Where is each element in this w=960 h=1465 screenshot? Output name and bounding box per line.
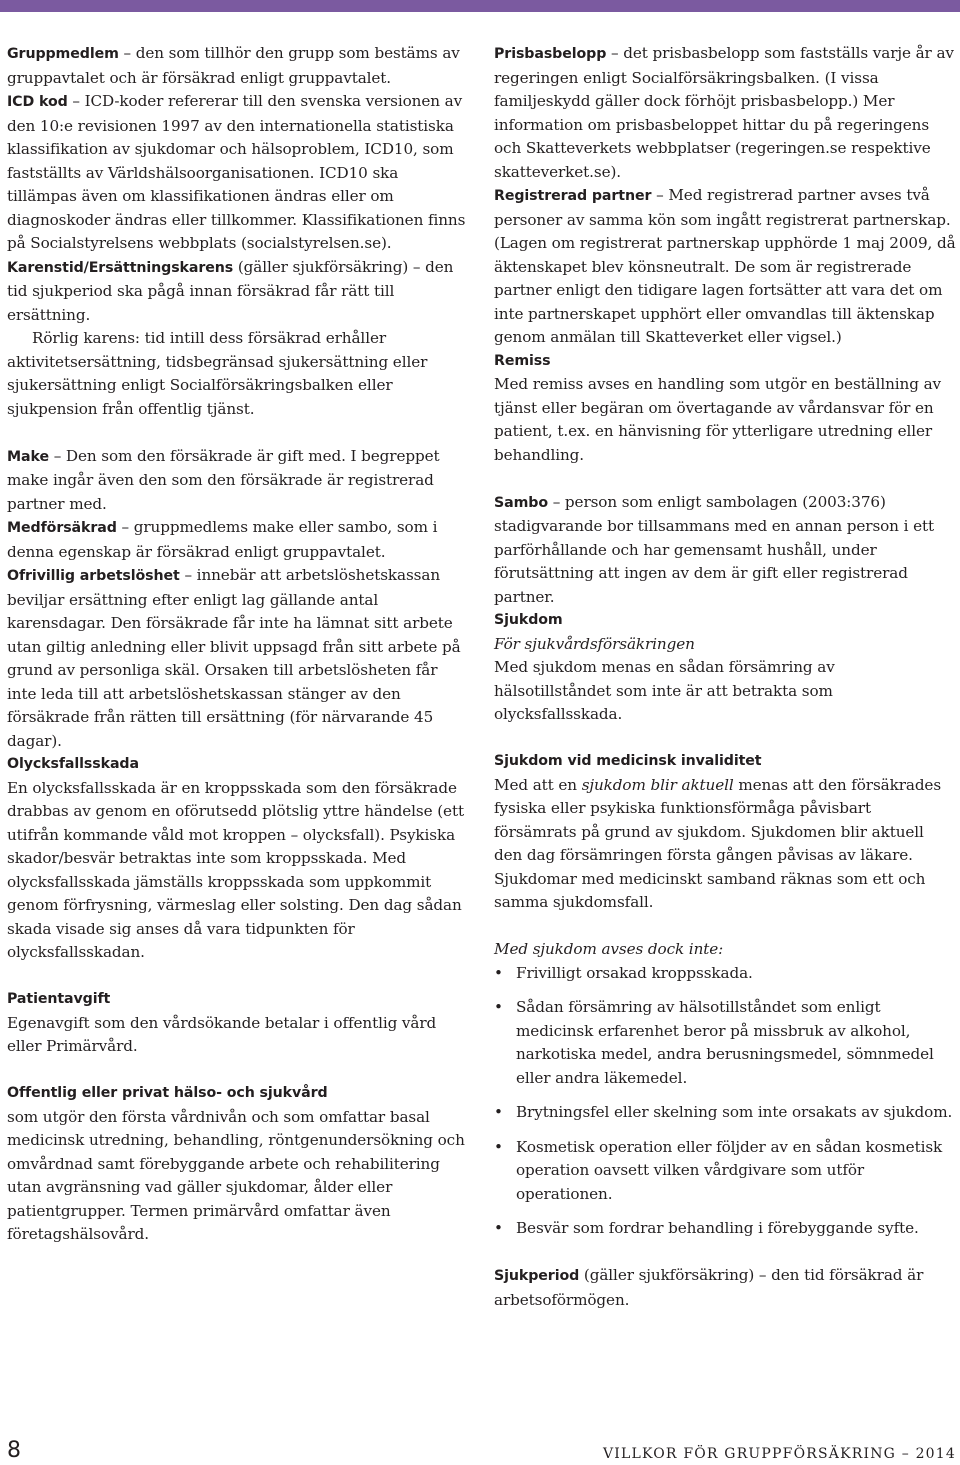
definition-text: – det prisbasbelopp som fastställs varje år av regeringen enligt Socialförsäkringsbalken. (I vissa familjeskydd gäller dock förhöjt prisbasbelopp.) Mer information om prisbasbeloppet hittar du på regeringens och Skatteverkets webbplatser (regeringen.se respektive skatteverket.se). xyxy=(494,44,954,181)
definition-text xyxy=(494,774,956,915)
definition-sambo xyxy=(494,491,956,610)
term-label: ICD kod xyxy=(7,94,68,110)
definition-make xyxy=(7,445,469,517)
section-heading: Sjukdom vid medicinsk invaliditet xyxy=(494,753,762,769)
text-part: Med att en xyxy=(494,775,582,794)
text-italic-part: sjukdom blir aktuell xyxy=(581,775,734,794)
term-label: Ofrivillig arbetslöshet xyxy=(7,568,180,584)
section-heading: Sjukdom xyxy=(494,612,563,628)
definition-text: Med remiss avses en handling som utgör en beställning av tjänst eller begäran om övertagande av vårdansvar för en patient, t.ex. en hänvisning för ytterligare utredning eller behandling. xyxy=(494,375,942,464)
exclusions-list xyxy=(494,962,956,1241)
section-heading: Offentlig eller privat hälso- och sjukvård xyxy=(7,1085,328,1101)
definition-text: Med sjukdom menas en sådan försämring av hälsotillståndet som inte är att betrakta som olycksfallsskada. xyxy=(494,658,835,723)
karenstid-main xyxy=(7,256,469,328)
section-subheading: För sjukvårdsförsäkringen xyxy=(494,634,695,653)
footer-title: VILLKOR FÖR GRUPPFÖRSÄKRING – 2014 xyxy=(602,1446,956,1462)
definition-sjukdom-medicinsk-invaliditet xyxy=(494,750,956,915)
definition-medforsakrad xyxy=(7,516,469,564)
text-part: menas att den försäkrades fysiska eller psykiska funktionsförmåga påvisbart försämrats på grund av sjukdom. Sjukdomen blir aktuell den dag försämringen första gången påvisas av läkare. Sjukdomar med medicinskt samband räknas som ett och samma sjukdomsfall. xyxy=(494,775,942,911)
definition-text: – Den som den försäkrade är gift med. I begreppet make ingår även den som den försäkrade är registrerad partner med. xyxy=(7,446,440,513)
definition-prisbasbelopp xyxy=(494,42,956,184)
list-item: • Besvär som fordrar behandling i förebyggande syfte. xyxy=(494,1217,956,1241)
definition-offentlig-privat-vard xyxy=(7,1082,469,1247)
definition-text: som utgör den första vårdnivån och som omfattar basal medicinsk utredning, behandling, röntgenundersökning och omvårdnad samt förebyggande arbete och rehabilitering utan avgränsning vad gäller sjukdomar, ålder eller patientgrupper. Termen primärvård omfattar även företagshälsovård. xyxy=(7,1107,465,1243)
definition-gruppmedlem xyxy=(7,42,469,90)
definition-ofrivillig-arbetsloshet xyxy=(7,564,469,753)
definition-olycksfallsskada xyxy=(7,753,469,965)
definition-text: – ICD-koder refererar till den svenska versionen av den 10:e revisionen 1997 av den internationella statistiska klassifikation av sjukdomar och hälsoproblem, ICD10, som fastställts av Världshälsoorganisationen. ICD10 ska tillämpas även om klassifikationen ändras eller om diagnoskoder ändras eller tillkommer. Klassifikationen finns på Socialstyrelsens webbplats (socialstyrelsen.se). xyxy=(7,92,466,252)
term-label: Sambo xyxy=(494,494,548,511)
definition-text: En olycksfallsskada är en kroppsskada som den försäkrade drabbas av genom en oförutsedd plötslig yttre händelse (ett utifrån kommande våld mot kroppen – olycksfall). Psykiska skador/besvär betraktas inte som kroppsskada. Med olycksfallsskada jämställs kroppsskada som uppkommit genom förfrysning, värmeslag eller solsting. Den dag sådan skada visade sig anses då vara tidpunkten för olycksfallsskadan. xyxy=(7,778,464,961)
definition-remiss xyxy=(494,350,956,468)
top-accent-bar xyxy=(0,0,960,12)
definition-text: – gruppmedlems make eller sambo, som i denna egenskap är försäkrad enligt gruppavtalet. xyxy=(7,518,438,561)
list-item: • Sådan försämring av hälsotillståndet som enligt medicinsk erfarenhet beror på missbruk av alkohol, narkotiska medel, andra berusningsmedel, sömnmedel eller andra läkemedel. xyxy=(494,996,956,1090)
exclusions-intro: Med sjukdom avses dock inte: xyxy=(494,940,724,958)
definition-text: – person som enligt sambolagen (2003:376) stadigvarande bor tillsammans med en annan person i ett parförhållande och har gemensamt hushåll, under förutsättning att ingen av dem är gift eller registrerad partner. xyxy=(494,492,934,606)
section-heading: Remiss xyxy=(494,352,551,369)
term-label: Prisbasbelopp xyxy=(494,46,607,62)
right-column xyxy=(494,42,956,1312)
list-item: • Brytningsfel eller skelning som inte orsakats av sjukdom. xyxy=(494,1101,956,1125)
definition-patientavgift xyxy=(7,988,469,1059)
term-label: Registrerad partner xyxy=(494,188,652,204)
left-column xyxy=(7,42,469,1270)
definition-text: (gäller sjukförsäkring) – den tid försäkrad är arbetsoförmögen. xyxy=(494,1266,924,1309)
definition-registrerad-partner xyxy=(494,184,956,350)
term-label: Sjukperiod xyxy=(494,1268,580,1284)
term-label: Gruppmedlem xyxy=(7,46,119,62)
definition-karenstid xyxy=(7,256,469,422)
definition-sjukdom xyxy=(494,609,956,727)
definition-icd-kod xyxy=(7,90,469,256)
definition-text: – den som tillhör den grupp som bestäms av gruppavtalet och är försäkrad enligt gruppavtalet. xyxy=(7,44,460,87)
term-label: Medförsäkrad xyxy=(7,520,117,536)
karenstid-rorlig: Rörlig karens: tid intill dess försäkrad erhåller aktivitetsersättning, tidsbegränsad sjukersättning eller sjukersättning enligt Socialförsäkringsbalken eller sjukpension från offentlig tjänst. xyxy=(7,329,428,418)
definition-text: – innebär att arbetslöshetskassan beviljar ersättning efter enligt lag gällande antal karensdagar. Den försäkrade får inte ha lämnat sitt arbete utan giltig anledning eller blivit uppsagd från sitt arbete på grund av personliga skäl. Orsaken till arbetslösheten får inte leda till att arbetslöshetskassan stänger av den försäkrade från rätten till ersättning (för närvarande 45 dagar). xyxy=(7,566,461,750)
section-heading: Olycksfallsskada xyxy=(7,756,139,772)
page-number: 8 xyxy=(7,1438,21,1463)
list-item: • Frivilligt orsakad kroppsskada. xyxy=(494,962,956,986)
definition-text: (gäller sjukförsäkring) – den tid sjukperiod ska pågå innan försäkrad får rätt till ersättning. xyxy=(7,257,454,324)
term-label: Karenstid/Ersättningskarens xyxy=(7,259,234,276)
definition-text: – Med registrerad partner avses två personer av samma kön som ingått registrerat partnerskap. (Lagen om registrerat partnerskap upphörde 1 maj 2009, då äktenskapet blev könsneutralt. De som är registrerade partner enligt den tidigare lagen fortsätter att vara det om inte partnerskapet upphört eller omvandlas till äktenskap genom anmälan till Skatteverket eller vigsel.) xyxy=(494,186,956,346)
term-label: Make xyxy=(7,448,49,465)
definition-text: Egenavgift som den vårdsökande betalar i offentlig vård eller Primärvård. xyxy=(7,1013,437,1055)
definition-sjukperiod xyxy=(494,1264,956,1312)
section-heading: Patientavgift xyxy=(7,991,111,1007)
list-item: • Kosmetisk operation eller följder av en sådan kosmetisk operation oavsett vilken vårdgivare som utför operationen. xyxy=(494,1136,956,1207)
